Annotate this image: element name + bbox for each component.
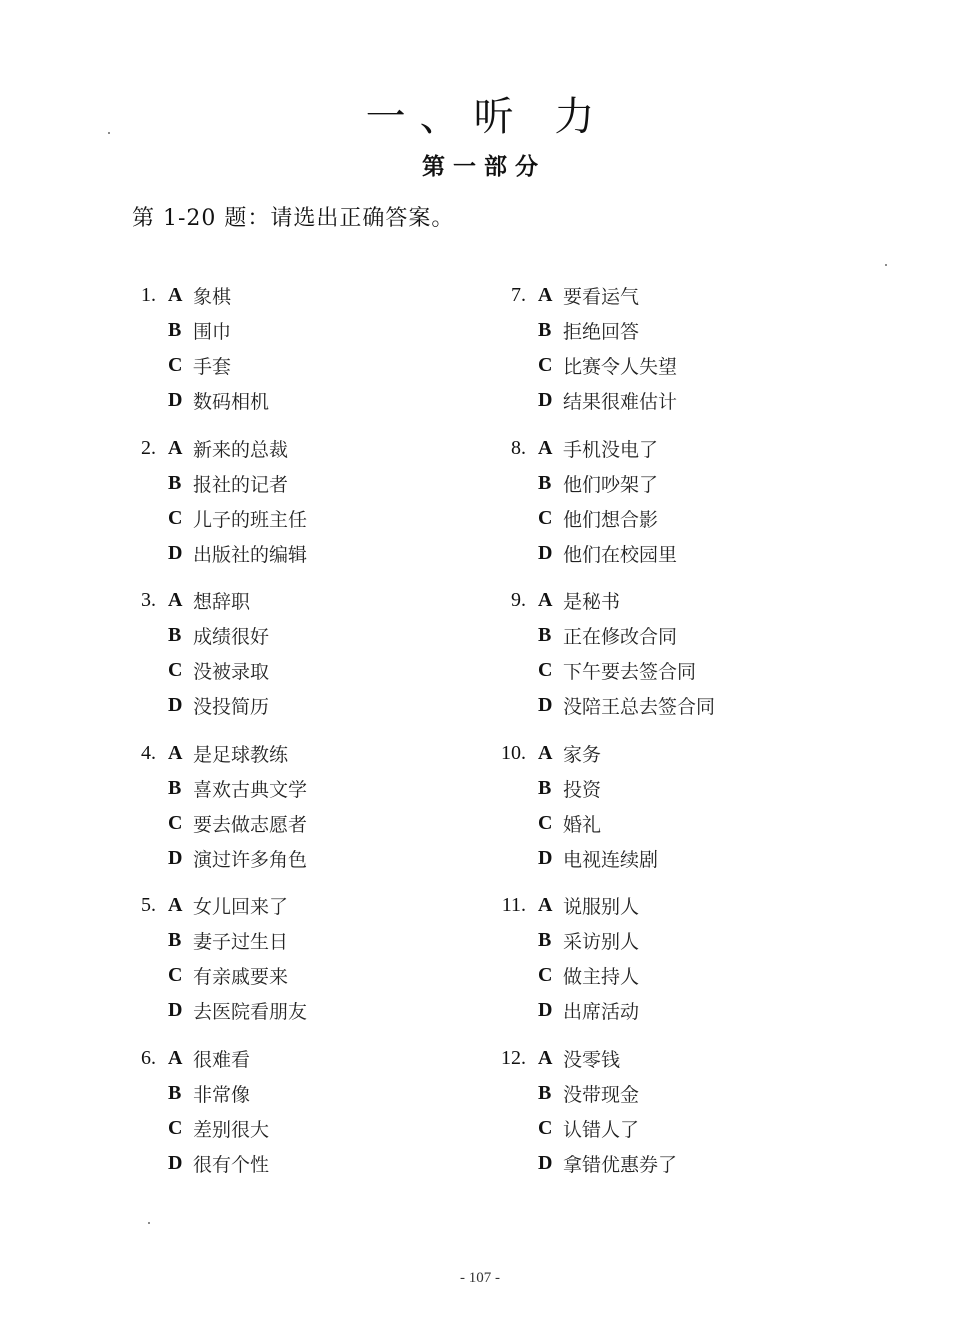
option-text: 新来的总裁 xyxy=(193,438,289,461)
option-letter: C xyxy=(168,506,183,529)
option-text: 象棋 xyxy=(193,286,232,308)
option-letter: D xyxy=(168,846,183,869)
option-text: 手机没电了 xyxy=(563,438,659,461)
option-letter: B xyxy=(168,319,182,341)
option-letter: C xyxy=(168,811,183,834)
option-text: 说服别人 xyxy=(563,896,640,918)
option-text: 做主持人 xyxy=(563,966,640,988)
option-text: 要看运气 xyxy=(563,286,640,308)
option-letter: B xyxy=(168,1081,182,1104)
question-number: 12. xyxy=(501,1046,526,1069)
option-text: 有亲戚要来 xyxy=(193,966,289,988)
option-text: 下午要去签合同 xyxy=(563,661,697,683)
option-letter: B xyxy=(538,1081,552,1104)
option-letter: D xyxy=(168,541,183,564)
option-text: 电视连续剧 xyxy=(563,848,659,871)
scan-speck xyxy=(148,1222,150,1224)
option-letter: C xyxy=(538,506,553,529)
option-text: 出版社的编辑 xyxy=(193,543,308,566)
option-letter: A xyxy=(538,741,553,764)
option-letter: A xyxy=(538,284,553,306)
question-number: 1. xyxy=(141,284,156,306)
option-letter: D xyxy=(538,1151,553,1174)
option-text: 他们吵架了 xyxy=(563,473,659,496)
option-text: 婚礼 xyxy=(563,813,602,836)
option-letter: C xyxy=(168,354,183,376)
option-text: 很难看 xyxy=(193,1048,251,1071)
option-text: 没零钱 xyxy=(563,1048,621,1071)
option-letter: C xyxy=(538,659,553,681)
option-text: 非常像 xyxy=(193,1083,251,1106)
option-letter: A xyxy=(168,589,183,611)
option-text: 他们在校园里 xyxy=(563,543,678,566)
option-letter: A xyxy=(538,894,553,916)
option-letter: B xyxy=(168,929,182,951)
option-letter: D xyxy=(538,389,553,411)
option-text: 要去做志愿者 xyxy=(193,813,308,836)
question-number: 9. xyxy=(511,589,526,611)
option-letter: A xyxy=(168,284,183,306)
option-text: 妻子过生日 xyxy=(193,931,289,953)
option-text: 数码相机 xyxy=(193,391,270,413)
option-text: 去医院看朋友 xyxy=(193,1001,308,1023)
option-text: 没带现金 xyxy=(563,1083,640,1106)
option-letter: D xyxy=(538,541,553,564)
scan-speck xyxy=(885,264,887,266)
option-letter: D xyxy=(538,694,553,716)
option-text: 儿子的班主任 xyxy=(193,508,308,531)
question-number: 5. xyxy=(141,894,156,916)
option-letter: B xyxy=(538,319,552,341)
option-text: 他们想合影 xyxy=(563,508,659,531)
option-letter: D xyxy=(168,694,183,716)
option-text: 没陪王总去签合同 xyxy=(563,696,716,718)
option-letter: B xyxy=(168,776,182,799)
option-letter: C xyxy=(168,1116,183,1139)
page-number: - 107 - xyxy=(460,1270,500,1286)
option-text: 女儿回来了 xyxy=(193,896,289,918)
page-title: 一、听 力 xyxy=(365,94,609,140)
option-letter: C xyxy=(168,964,183,986)
instructions: 第 1-20 题：请选出正确答案。 xyxy=(132,206,455,231)
option-letter: A xyxy=(168,1046,183,1069)
option-letter: D xyxy=(168,389,183,411)
option-letter: B xyxy=(538,624,552,646)
option-letter: B xyxy=(538,929,552,951)
option-text: 没被录取 xyxy=(193,661,270,683)
option-letter: A xyxy=(538,1046,553,1069)
question-number: 2. xyxy=(141,436,156,459)
section-title: 第一部分 xyxy=(422,153,546,180)
question-number: 11. xyxy=(501,894,526,916)
option-text: 差别很大 xyxy=(193,1118,270,1141)
option-letter: A xyxy=(538,436,553,459)
option-letter: A xyxy=(538,589,553,611)
question-number: 3. xyxy=(141,589,156,611)
option-letter: B xyxy=(538,471,552,494)
option-text: 很有个性 xyxy=(193,1153,270,1176)
option-text: 拿错优惠券了 xyxy=(563,1153,678,1176)
option-letter: D xyxy=(168,1151,183,1174)
option-text: 演过许多角色 xyxy=(193,848,308,871)
option-letter: B xyxy=(168,624,182,646)
option-text: 想辞职 xyxy=(193,591,251,613)
option-text: 采访别人 xyxy=(563,931,640,953)
option-letter: A xyxy=(168,436,183,459)
option-text: 正在修改合同 xyxy=(563,626,678,648)
option-text: 是秘书 xyxy=(563,591,621,613)
option-text: 手套 xyxy=(193,356,232,378)
option-text: 结果很难估计 xyxy=(563,391,678,413)
option-letter: C xyxy=(538,1116,553,1139)
option-text: 围巾 xyxy=(193,321,232,343)
option-letter: D xyxy=(168,999,183,1021)
option-text: 成绩很好 xyxy=(193,626,270,648)
question-number: 8. xyxy=(511,436,526,459)
option-text: 家务 xyxy=(563,743,602,766)
option-text: 是足球教练 xyxy=(193,743,289,766)
question-number: 6. xyxy=(141,1046,156,1069)
option-text: 没投简历 xyxy=(193,696,270,718)
option-letter: B xyxy=(538,776,552,799)
option-letter: D xyxy=(538,846,553,869)
option-letter: C xyxy=(168,659,183,681)
option-text: 认错人了 xyxy=(563,1118,640,1141)
option-letter: C xyxy=(538,811,553,834)
option-letter: A xyxy=(168,741,183,764)
option-letter: A xyxy=(168,894,183,916)
option-text: 投资 xyxy=(563,778,602,801)
option-text: 喜欢古典文学 xyxy=(193,778,308,801)
option-text: 拒绝回答 xyxy=(563,321,640,343)
option-text: 报社的记者 xyxy=(193,473,289,496)
scan-speck xyxy=(108,132,110,134)
question-number: 10. xyxy=(501,741,526,764)
option-letter: D xyxy=(538,999,553,1021)
option-text: 出席活动 xyxy=(563,1001,640,1023)
option-text: 比赛令人失望 xyxy=(563,356,678,378)
question-number: 7. xyxy=(511,284,526,306)
option-letter: C xyxy=(538,964,553,986)
option-letter: C xyxy=(538,354,553,376)
option-letter: B xyxy=(168,471,182,494)
question-number: 4. xyxy=(141,741,156,764)
